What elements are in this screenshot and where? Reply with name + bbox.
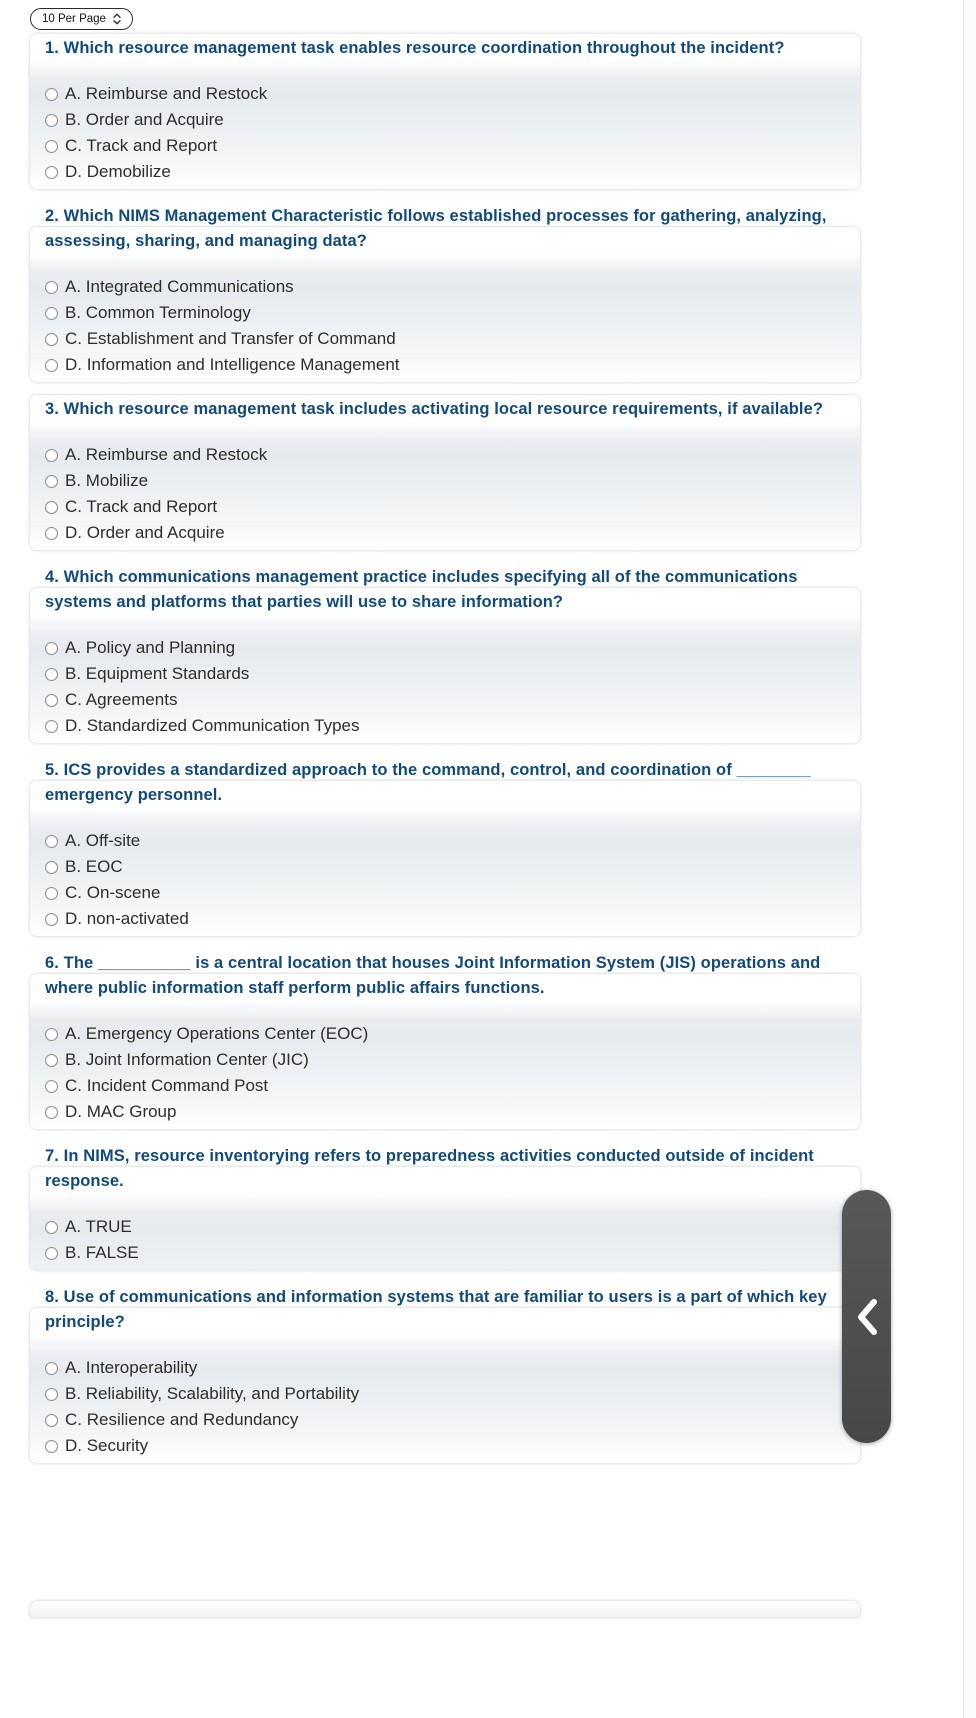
option-label: D. Information and Intelligence Management — [65, 355, 400, 374]
radio-button-icon[interactable] — [45, 1221, 58, 1234]
answer-option[interactable] — [45, 1047, 845, 1073]
option-label: C. Track and Report — [65, 136, 218, 155]
question-title: 1. Which resource management task enables resource coordination throughout the incident? — [45, 39, 785, 57]
question-title: 4. Which communications management practice includes specifying all of the communications systems and platforms that parties will use to share information? — [45, 568, 798, 611]
question-block — [30, 951, 860, 1129]
option-label: A. Off-site — [65, 831, 141, 850]
question-block — [30, 758, 860, 936]
option-label: A. TRUE — [65, 1217, 132, 1236]
option-label: C. On-scene — [65, 883, 161, 902]
question-block — [30, 204, 860, 382]
question-title: 3. Which resource management task includes activating local resource requirements, if available? — [45, 400, 824, 418]
answer-option[interactable] — [45, 352, 845, 378]
answer-option[interactable] — [45, 880, 845, 906]
radio-button-icon[interactable] — [45, 887, 58, 900]
answer-option[interactable] — [45, 274, 845, 300]
option-label: A. Integrated Communications — [65, 277, 294, 296]
answer-option[interactable] — [45, 635, 845, 661]
answer-option[interactable] — [45, 107, 845, 133]
radio-button-icon[interactable] — [45, 835, 58, 848]
partial-next-card — [30, 1601, 860, 1617]
answer-option[interactable] — [45, 1381, 845, 1407]
answer-option[interactable] — [45, 300, 845, 326]
radio-button-icon[interactable] — [45, 333, 58, 346]
radio-button-icon[interactable] — [45, 1362, 58, 1375]
question-block — [30, 565, 860, 743]
option-label: D. Order and Acquire — [65, 523, 225, 542]
question-block — [30, 1144, 860, 1270]
radio-button-icon[interactable] — [45, 449, 58, 462]
radio-button-icon[interactable] — [45, 913, 58, 926]
answer-option[interactable] — [45, 494, 845, 520]
answer-option[interactable] — [45, 326, 845, 352]
radio-button-icon[interactable] — [45, 307, 58, 320]
option-label: C. Establishment and Transfer of Command — [65, 329, 396, 348]
radio-button-icon[interactable] — [45, 720, 58, 733]
question-title: 6. The __________ is a central location that houses Joint Information System (JIS) operations and where public information staff perform public affairs functions. — [45, 954, 821, 997]
question-title: 5. ICS provides a standardized approach to the command, control, and coordination of ________ emergency personnel. — [45, 761, 811, 804]
radio-button-icon[interactable] — [45, 1247, 58, 1260]
answer-option[interactable] — [45, 854, 845, 880]
option-label: B. Order and Acquire — [65, 110, 224, 129]
answer-option[interactable] — [45, 468, 845, 494]
option-label: B. Common Terminology — [65, 303, 251, 322]
radio-button-icon[interactable] — [45, 1440, 58, 1453]
option-label: A. Policy and Planning — [65, 638, 236, 657]
option-label: A. Reimburse and Restock — [65, 84, 268, 103]
answer-option[interactable] — [45, 1355, 845, 1381]
answer-option[interactable] — [45, 687, 845, 713]
answer-option[interactable] — [45, 828, 845, 854]
radio-button-icon[interactable] — [45, 359, 58, 372]
radio-button-icon[interactable] — [45, 1054, 58, 1067]
answer-option[interactable] — [45, 1099, 845, 1125]
radio-button-icon[interactable] — [45, 88, 58, 101]
question-title: 2. Which NIMS Management Characteristic follows established processes for gathering, analyzing, assessing, sharing, and managing data? — [45, 207, 827, 250]
radio-button-icon[interactable] — [45, 475, 58, 488]
radio-button-icon[interactable] — [45, 694, 58, 707]
radio-button-icon[interactable] — [45, 140, 58, 153]
option-label: D. MAC Group — [65, 1102, 177, 1121]
answer-option[interactable] — [45, 906, 845, 932]
option-label: B. Mobilize — [65, 471, 149, 490]
answer-option[interactable] — [45, 1021, 845, 1047]
answer-option[interactable] — [45, 520, 845, 546]
answer-option[interactable] — [45, 442, 845, 468]
question-title: 8. Use of communications and information systems that are familiar to users is a part of which key principle? — [45, 1288, 827, 1331]
radio-button-icon[interactable] — [45, 1106, 58, 1119]
answer-option[interactable] — [45, 1407, 845, 1433]
radio-button-icon[interactable] — [45, 861, 58, 874]
radio-button-icon[interactable] — [45, 668, 58, 681]
question-block — [30, 1285, 860, 1463]
option-label: B. Joint Information Center (JIC) — [65, 1050, 309, 1069]
answer-option[interactable] — [45, 1073, 845, 1099]
option-label: D. non-activated — [65, 909, 189, 928]
option-label: C. Resilience and Redundancy — [65, 1410, 299, 1429]
radio-button-icon[interactable] — [45, 1080, 58, 1093]
radio-button-icon[interactable] — [45, 166, 58, 179]
option-label: B. Reliability, Scalability, and Portability — [65, 1384, 360, 1403]
radio-button-icon[interactable] — [45, 1414, 58, 1427]
option-label: B. Equipment Standards — [65, 664, 250, 683]
radio-button-icon[interactable] — [45, 527, 58, 540]
option-label: D. Security — [65, 1436, 149, 1455]
option-label: C. Incident Command Post — [65, 1076, 269, 1095]
option-label: D. Demobilize — [65, 162, 171, 181]
answer-option[interactable] — [45, 81, 845, 107]
scrollbar-track[interactable] — [963, 0, 976, 1718]
radio-button-icon[interactable] — [45, 642, 58, 655]
chevron-left-icon — [856, 1297, 878, 1337]
option-label: A. Reimburse and Restock — [65, 445, 268, 464]
option-label: D. Standardized Communication Types — [65, 716, 360, 735]
chevron-up-down-icon — [113, 13, 121, 25]
option-label: C. Agreements — [65, 690, 178, 709]
answer-option[interactable] — [45, 1433, 845, 1459]
answer-option[interactable] — [45, 159, 845, 185]
answer-option[interactable] — [45, 713, 845, 739]
radio-button-icon[interactable] — [45, 281, 58, 294]
radio-button-icon[interactable] — [45, 1388, 58, 1401]
side-panel-toggle-button[interactable] — [842, 1190, 891, 1443]
option-label: C. Track and Report — [65, 497, 218, 516]
answer-option[interactable] — [45, 1240, 845, 1266]
question-block — [30, 36, 860, 189]
per-page-select[interactable] — [30, 8, 133, 30]
option-label: A. Emergency Operations Center (EOC) — [65, 1024, 369, 1043]
question-title: 7. In NIMS, resource inventorying refers to preparedness activities conducted outside of incident response. — [45, 1147, 814, 1190]
radio-button-icon[interactable] — [45, 501, 58, 514]
answer-option[interactable] — [45, 661, 845, 687]
radio-button-icon[interactable] — [45, 1028, 58, 1041]
answer-option[interactable] — [45, 1214, 845, 1240]
option-label: B. EOC — [65, 857, 123, 876]
question-block — [30, 397, 860, 550]
per-page-label: 10 Per Page — [42, 13, 106, 25]
option-label: A. Interoperability — [65, 1358, 198, 1377]
option-label: B. FALSE — [65, 1243, 139, 1262]
radio-button-icon[interactable] — [45, 114, 58, 127]
answer-option[interactable] — [45, 133, 845, 159]
